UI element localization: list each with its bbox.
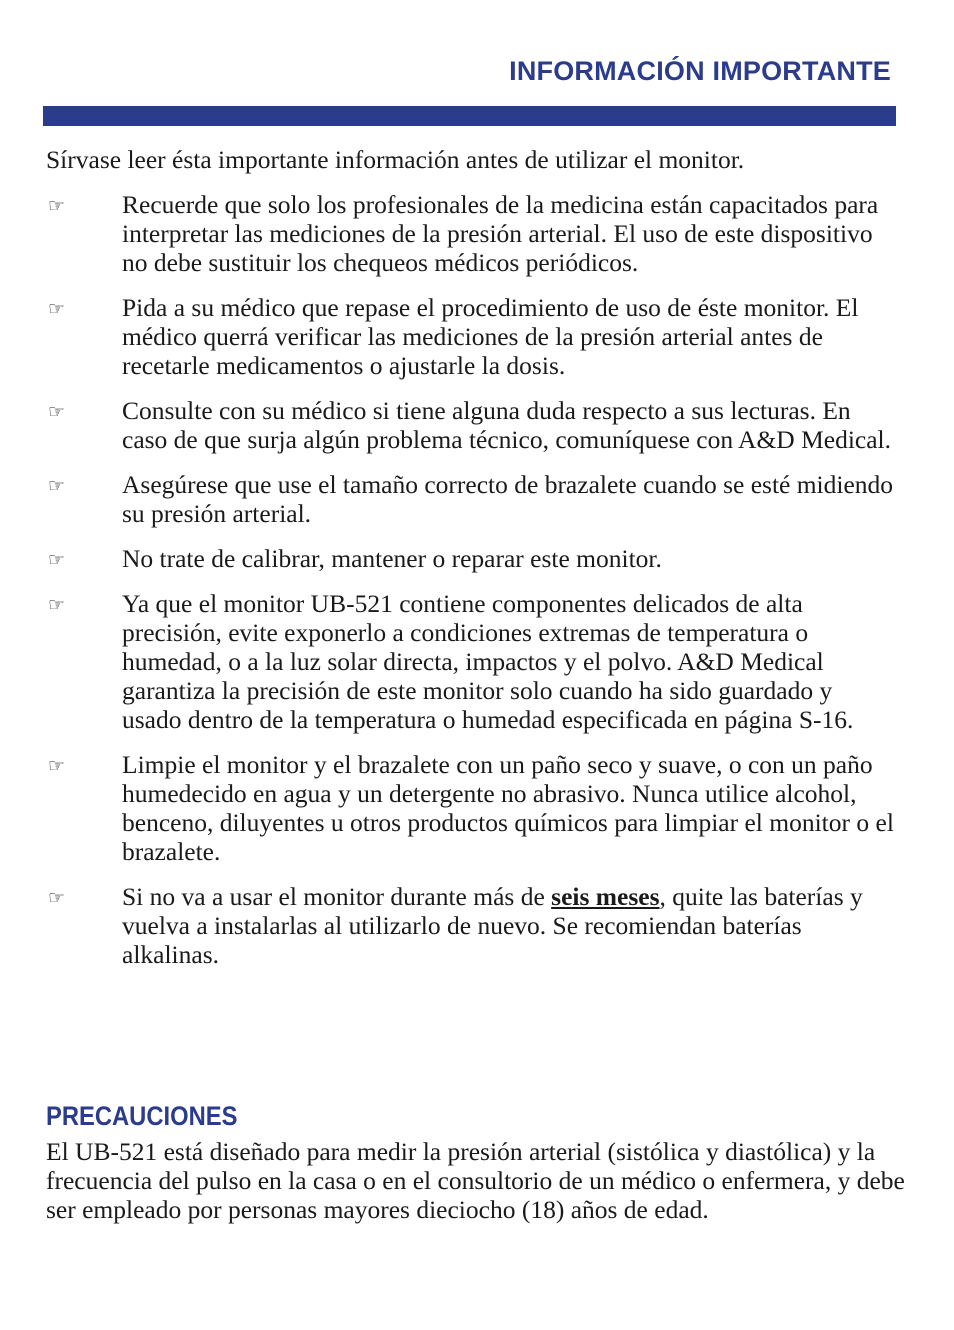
list-item-text: No trate de calibrar, mantener o reparar este monitor. — [122, 544, 662, 573]
list-item-text-start: Si no va a usar el monitor durante más de — [122, 882, 552, 911]
pointing-hand-icon: ☞ — [48, 475, 66, 497]
pointing-hand-icon: ☞ — [48, 594, 66, 616]
pointing-hand-icon: ☞ — [48, 755, 66, 777]
list-item-text: Pida a su médico que repase el procedimiento de uso de éste monitor. El médico querrá verificar las mediciones de la presión arterial antes de recetarle medicamentos o ajustarle la dosis. — [122, 293, 859, 380]
list-item — [46, 293, 896, 380]
important-info-list — [46, 190, 896, 985]
pointing-hand-icon: ☞ — [48, 401, 66, 423]
list-item-text-end: , quite las baterías y vuelva a instalarlas al utilizarlo de nuevo. Se recomiendan baterías alkalinas. — [122, 882, 863, 969]
list-item — [46, 190, 896, 277]
list-item — [46, 396, 896, 454]
list-item — [46, 750, 896, 866]
list-item-text: Asegúrese que use el tamaño correcto de brazalete cuando se esté midiendo su presión arterial. — [122, 470, 894, 528]
list-item — [46, 882, 896, 969]
precautions-heading: PRECAUCIONES — [46, 1101, 238, 1131]
pointing-hand-icon: ☞ — [48, 549, 66, 571]
list-item-text: Ya que el monitor UB-521 contiene componentes delicados de alta precisión, evite exponerlo a condiciones extremas de temperatura o humedad, o a la luz solar directa, impactos y el polvo. A&D Medical garantiza la precisión de este monitor solo cuando ha sido guardado y usado dentro de la temperatura o humedad especificada en página S-16. — [122, 589, 854, 734]
pointing-hand-icon: ☞ — [48, 887, 66, 909]
pointing-hand-icon: ☞ — [48, 195, 66, 217]
list-item-text: Recuerde que solo los profesionales de la medicina están capacitados para interpretar las mediciones de la presión arterial. El uso de este dispositivo no debe sustituir los chequeos médicos periódicos. — [122, 190, 879, 277]
list-item-text: Limpie el monitor y el brazalete con un paño seco y suave, o con un paño humedecido en agua y un detergente no abrasivo. Nunca utilice alcohol, benceno, diluyentes u otros productos químicos para limpiar el monitor o el brazalete. — [122, 750, 894, 866]
header-divider-bar — [43, 106, 896, 126]
list-item — [46, 589, 896, 734]
list-item — [46, 470, 896, 528]
page-title: INFORMACIÓN IMPORTANTE — [509, 56, 891, 86]
list-item-text: Consulte con su médico si tiene alguna duda respecto a sus lecturas. En caso de que surja algún problema técnico, comuníquese con A&D Medical. — [122, 396, 892, 454]
list-item-text — [122, 882, 896, 969]
emphasized-duration: seis meses — [551, 882, 660, 911]
pointing-hand-icon: ☞ — [48, 298, 66, 320]
list-item — [46, 544, 896, 573]
intro-text: Sírvase leer ésta importante información antes de utilizar el monitor. — [46, 145, 745, 174]
precautions-body: El UB-521 está diseñado para medir la presión arterial (sistólica y diastólica) y la frecuencia del pulso en la casa o en el consultorio de un médico o enfermera, y debe ser empleado por personas mayores dieciocho (18) años de edad. — [46, 1137, 905, 1224]
